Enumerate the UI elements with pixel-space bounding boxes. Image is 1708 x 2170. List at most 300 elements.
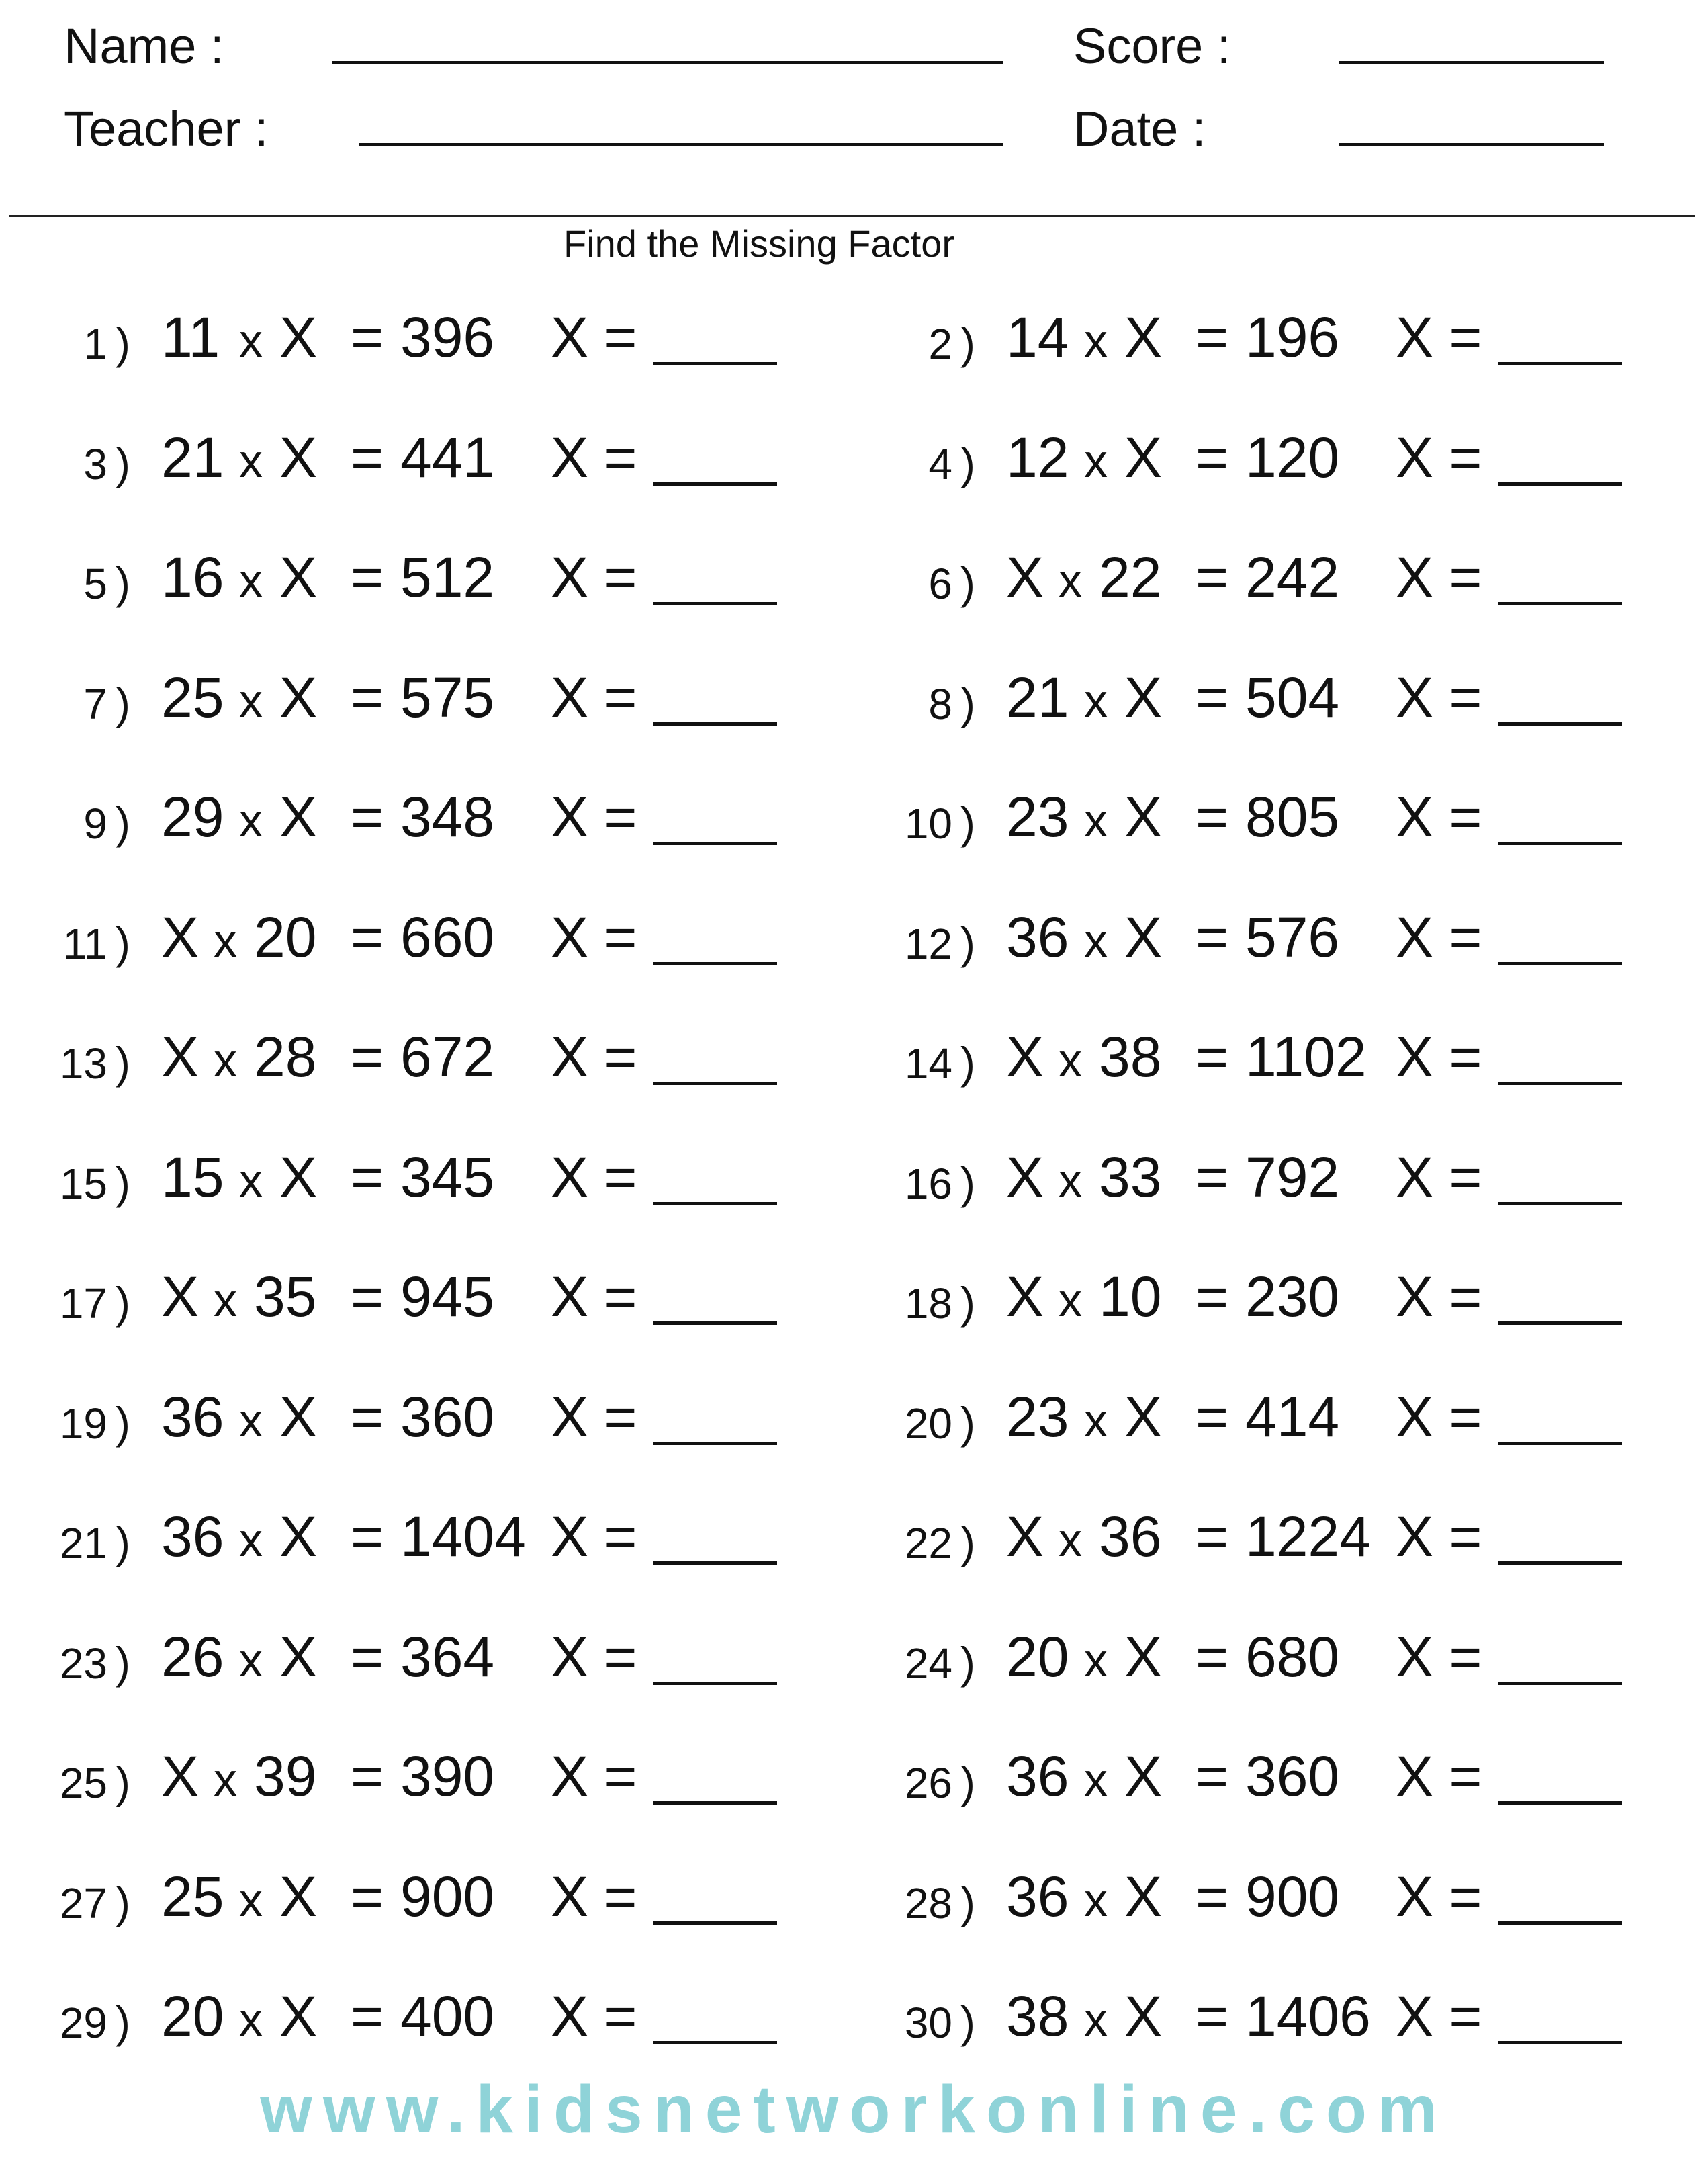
times-sign: x (239, 1393, 263, 1446)
problem-paren: ) (116, 798, 130, 848)
product-value: 196 (1245, 306, 1340, 369)
problem-paren: ) (116, 1518, 130, 1567)
answer-blank[interactable] (1498, 722, 1622, 726)
answer-label: X = (551, 905, 637, 969)
answer-label: X = (551, 1385, 637, 1448)
product-value: 414 (1245, 1385, 1340, 1448)
factor-right: X (1124, 1624, 1163, 1688)
product-value: 900 (400, 1864, 495, 1928)
answer-blank[interactable] (1498, 1561, 1622, 1565)
problem-number: 28 (904, 1878, 952, 1927)
times-sign: x (1084, 1753, 1108, 1806)
equals-sign: = (351, 1265, 384, 1328)
problem-15 (0, 1135, 840, 1216)
problem-number: 13 (59, 1039, 107, 1088)
answer-blank[interactable] (653, 842, 777, 845)
factor-right: X (1124, 905, 1163, 969)
equals-sign: = (1196, 306, 1229, 369)
problem-paren: ) (116, 918, 130, 968)
problem-paren: ) (116, 1997, 130, 2047)
product-value: 400 (400, 1985, 495, 2048)
times-sign: x (214, 1753, 237, 1806)
answer-label: X = (551, 1265, 637, 1328)
answer-label: X = (1396, 665, 1482, 729)
teacher-field[interactable] (359, 143, 1003, 146)
product-value: 576 (1245, 905, 1340, 969)
factor-right: X (1124, 425, 1163, 489)
answer-blank[interactable] (653, 962, 777, 965)
equals-sign: = (351, 1745, 384, 1808)
times-sign: x (214, 914, 237, 967)
problem-29 (0, 1974, 840, 2055)
answer-blank[interactable] (1498, 962, 1622, 965)
product-value: 900 (1245, 1864, 1340, 1928)
factor-left: 11 (161, 306, 220, 369)
answer-label: X = (1396, 306, 1482, 369)
product-value: 390 (400, 1745, 495, 1808)
factor-right: X (279, 1505, 318, 1568)
factor-right: X (279, 1985, 318, 2048)
problem-number: 8 (928, 679, 952, 728)
factor-left: 23 (1006, 785, 1069, 849)
problem-24 (845, 1615, 1684, 1696)
product-value: 1102 (1245, 1025, 1367, 1088)
problem-16 (845, 1135, 1684, 1216)
times-sign: x (1084, 1393, 1108, 1446)
equals-sign: = (351, 1025, 384, 1088)
equals-sign: = (351, 306, 384, 369)
factor-left: 15 (161, 1145, 224, 1209)
problem-13 (0, 1015, 840, 1096)
answer-blank[interactable] (1498, 1321, 1622, 1325)
equals-sign: = (1196, 1385, 1229, 1448)
factor-right: X (1124, 665, 1163, 729)
worksheet-title: Find the Missing Factor (564, 222, 954, 265)
problem-number: 21 (59, 1519, 107, 1567)
answer-label: X = (1396, 1624, 1482, 1688)
product-value: 242 (1245, 546, 1340, 609)
equals-sign: = (351, 1985, 384, 2048)
product-value: 360 (400, 1385, 495, 1448)
answer-blank[interactable] (1498, 842, 1622, 845)
answer-blank[interactable] (653, 362, 777, 365)
times-sign: x (1059, 554, 1082, 607)
product-value: 945 (400, 1265, 495, 1328)
problem-number: 29 (59, 1999, 107, 2047)
factor-right: X (1124, 306, 1163, 369)
answer-blank[interactable] (653, 1082, 777, 1085)
times-sign: x (1084, 674, 1108, 727)
problem-26 (845, 1735, 1684, 1815)
factor-left: X (161, 1265, 199, 1328)
factor-left: 14 (1006, 306, 1069, 369)
factor-right: X (279, 1624, 318, 1688)
times-sign: x (239, 1873, 263, 1926)
equals-sign: = (1196, 1265, 1229, 1328)
equals-sign: = (1196, 1025, 1229, 1088)
problem-paren: ) (960, 1637, 975, 1688)
problem-9 (0, 775, 840, 856)
product-value: 680 (1245, 1624, 1340, 1688)
answer-label: X = (551, 306, 637, 369)
equals-sign: = (351, 785, 384, 849)
problem-number: 30 (904, 1999, 952, 2047)
factor-right: X (1124, 1985, 1163, 2048)
factor-right: X (1124, 1864, 1163, 1928)
product-value: 441 (400, 425, 495, 489)
equals-sign: = (351, 665, 384, 729)
times-sign: x (239, 1633, 263, 1686)
name-field[interactable] (332, 61, 1003, 64)
factor-left: 21 (1006, 665, 1069, 729)
factor-left: 29 (161, 785, 224, 849)
times-sign: x (214, 1034, 237, 1086)
factor-right: 33 (1099, 1145, 1162, 1209)
header-divider (9, 215, 1695, 217)
problem-paren: ) (960, 1997, 975, 2047)
factor-left: 21 (161, 425, 224, 489)
problem-22 (845, 1495, 1684, 1575)
problem-number: 24 (904, 1639, 952, 1688)
equals-sign: = (351, 1505, 384, 1568)
factor-left: X (1006, 1505, 1044, 1568)
equals-sign: = (351, 1385, 384, 1448)
answer-blank[interactable] (653, 482, 777, 486)
problem-paren: ) (960, 1518, 975, 1567)
problem-5 (0, 535, 840, 616)
problem-number: 1 (83, 320, 107, 368)
times-sign: x (1084, 914, 1108, 967)
problem-12 (845, 896, 1684, 976)
problem-number: 6 (928, 560, 952, 608)
factor-left: X (161, 1025, 199, 1088)
answer-label: X = (1396, 1145, 1482, 1209)
problem-paren: ) (116, 678, 130, 728)
problem-28 (845, 1855, 1684, 1936)
answer-blank[interactable] (1498, 1682, 1622, 1685)
problem-10 (845, 775, 1684, 856)
problem-number: 5 (83, 560, 107, 608)
factor-left: 25 (161, 665, 224, 729)
answer-blank[interactable] (1498, 2041, 1622, 2044)
answer-blank[interactable] (653, 602, 777, 605)
product-value: 792 (1245, 1145, 1340, 1209)
factor-right: X (279, 785, 318, 849)
answer-label: X = (1396, 1505, 1482, 1568)
answer-blank[interactable] (653, 1801, 777, 1805)
factor-left: 38 (1006, 1985, 1069, 2048)
factor-right: X (279, 546, 318, 609)
problem-21 (0, 1495, 840, 1575)
answer-blank[interactable] (1498, 602, 1622, 605)
answer-label: X = (551, 1025, 637, 1088)
factor-right: 22 (1099, 546, 1162, 609)
factor-right: X (1124, 1385, 1163, 1448)
times-sign: x (1084, 434, 1108, 487)
teacher-label: Teacher : (64, 101, 269, 157)
answer-blank[interactable] (653, 1202, 777, 1205)
problem-paren: ) (116, 1757, 130, 1807)
problem-number: 27 (59, 1878, 107, 1927)
answer-label: X = (551, 425, 637, 489)
equals-sign: = (1196, 1145, 1229, 1209)
problem-8 (845, 656, 1684, 736)
problem-number: 12 (904, 919, 952, 968)
product-value: 345 (400, 1145, 495, 1209)
problem-paren: ) (960, 1278, 975, 1328)
factor-left: X (1006, 546, 1044, 609)
answer-blank[interactable] (653, 1921, 777, 1925)
equals-sign: = (351, 905, 384, 969)
score-label: Score : (1073, 18, 1231, 74)
times-sign: x (1059, 1154, 1082, 1207)
product-value: 672 (400, 1025, 495, 1088)
factor-left: X (1006, 1025, 1044, 1088)
problem-number: 11 (62, 919, 107, 968)
equals-sign: = (1196, 546, 1229, 609)
answer-blank[interactable] (1498, 1921, 1622, 1925)
factor-left: X (161, 1745, 199, 1808)
factor-right: X (279, 306, 318, 369)
answer-label: X = (1396, 1864, 1482, 1928)
problem-7 (0, 656, 840, 736)
problem-number: 20 (904, 1399, 952, 1448)
factor-right: 28 (254, 1025, 317, 1088)
problem-1 (0, 296, 840, 376)
problem-number: 3 (83, 439, 107, 488)
problem-paren: ) (116, 1038, 130, 1088)
problem-number: 15 (59, 1159, 107, 1208)
answer-label: X = (1396, 1745, 1482, 1808)
date-field[interactable] (1339, 143, 1604, 146)
equals-sign: = (1196, 1624, 1229, 1688)
date-label: Date : (1073, 101, 1206, 157)
times-sign: x (1084, 794, 1108, 847)
problem-4 (845, 416, 1684, 496)
product-value: 348 (400, 785, 495, 849)
answer-blank[interactable] (653, 1442, 777, 1445)
answer-label: X = (551, 1864, 637, 1928)
times-sign: x (1084, 1993, 1108, 2046)
times-sign: x (239, 434, 263, 487)
equals-sign: = (351, 425, 384, 489)
answer-label: X = (551, 1745, 637, 1808)
factor-left: 12 (1006, 425, 1069, 489)
times-sign: x (239, 1993, 263, 2046)
times-sign: x (1059, 1274, 1082, 1326)
problem-number: 2 (928, 320, 952, 368)
problem-number: 25 (59, 1759, 107, 1807)
factor-left: 20 (161, 1985, 224, 2048)
problem-paren: ) (116, 1158, 130, 1208)
answer-label: X = (1396, 1025, 1482, 1088)
factor-left: 23 (1006, 1385, 1069, 1448)
problem-grid (0, 296, 1708, 2110)
answer-blank[interactable] (1498, 1801, 1622, 1805)
problem-number: 4 (928, 439, 952, 488)
problem-number: 19 (59, 1399, 107, 1448)
answer-blank[interactable] (653, 722, 777, 726)
answer-blank[interactable] (1498, 1442, 1622, 1445)
problem-2 (845, 296, 1684, 376)
equals-sign: = (1196, 1505, 1229, 1568)
answer-blank[interactable] (1498, 1082, 1622, 1085)
problem-paren: ) (960, 438, 975, 488)
times-sign: x (1084, 314, 1108, 367)
answer-label: X = (1396, 785, 1482, 849)
problem-paren: ) (116, 1877, 130, 1927)
answer-label: X = (1396, 425, 1482, 489)
problem-paren: ) (116, 318, 130, 368)
problem-number: 22 (904, 1519, 952, 1567)
factor-right: 20 (254, 905, 317, 969)
factor-left: 20 (1006, 1624, 1069, 1688)
score-field[interactable] (1339, 61, 1604, 64)
answer-blank[interactable] (653, 2041, 777, 2044)
problem-paren: ) (960, 1757, 975, 1807)
product-value: 120 (1245, 425, 1340, 489)
factor-left: 36 (1006, 1864, 1069, 1928)
answer-blank[interactable] (653, 1561, 777, 1565)
answer-label: X = (551, 1624, 637, 1688)
answer-label: X = (1396, 546, 1482, 609)
factor-right: 38 (1099, 1025, 1162, 1088)
product-value: 360 (1245, 1745, 1340, 1808)
factor-right: X (1124, 1745, 1163, 1808)
equals-sign: = (1196, 905, 1229, 969)
times-sign: x (239, 674, 263, 727)
problem-paren: ) (960, 1038, 975, 1088)
factor-right: 39 (254, 1745, 317, 1808)
factor-right: X (279, 665, 318, 729)
equals-sign: = (351, 1145, 384, 1209)
product-value: 230 (1245, 1265, 1340, 1328)
answer-label: X = (1396, 905, 1482, 969)
product-value: 1224 (1245, 1505, 1371, 1568)
answer-blank[interactable] (1498, 482, 1622, 486)
problem-paren: ) (116, 1637, 130, 1688)
factor-right: X (279, 1145, 318, 1209)
times-sign: x (1059, 1514, 1082, 1566)
problem-18 (845, 1255, 1684, 1336)
factor-right: 35 (254, 1265, 317, 1328)
answer-label: X = (1396, 1385, 1482, 1448)
factor-right: X (279, 425, 318, 489)
problem-paren: ) (116, 1397, 130, 1448)
problem-11 (0, 896, 840, 976)
problem-number: 14 (904, 1039, 952, 1088)
answer-label: X = (551, 1985, 637, 2048)
times-sign: x (1059, 1034, 1082, 1086)
problem-number: 17 (59, 1279, 107, 1328)
factor-right: X (1124, 785, 1163, 849)
factor-right: 10 (1099, 1265, 1162, 1328)
times-sign: x (239, 554, 263, 607)
product-value: 396 (400, 306, 495, 369)
problem-27 (0, 1855, 840, 1936)
problem-6 (845, 535, 1684, 616)
answer-blank[interactable] (653, 1682, 777, 1685)
equals-sign: = (1196, 425, 1229, 489)
times-sign: x (214, 1274, 237, 1326)
factor-right: X (279, 1385, 318, 1448)
problem-number: 7 (83, 679, 107, 728)
problem-paren: ) (960, 318, 975, 368)
problem-paren: ) (960, 1397, 975, 1448)
answer-label: X = (551, 665, 637, 729)
problem-paren: ) (960, 558, 975, 608)
times-sign: x (239, 794, 263, 847)
equals-sign: = (351, 546, 384, 609)
product-value: 575 (400, 665, 495, 729)
problem-number: 16 (904, 1159, 952, 1208)
answer-blank[interactable] (653, 1321, 777, 1325)
problem-3 (0, 416, 840, 496)
product-value: 1406 (1245, 1985, 1371, 2048)
factor-right: 36 (1099, 1505, 1162, 1568)
problem-paren: ) (960, 798, 975, 848)
problem-30 (845, 1974, 1684, 2055)
name-label: Name : (64, 18, 224, 74)
answer-label: X = (551, 1505, 637, 1568)
problem-25 (0, 1735, 840, 1815)
factor-left: 26 (161, 1624, 224, 1688)
answer-label: X = (551, 1145, 637, 1209)
problem-number: 9 (83, 799, 107, 848)
factor-left: 16 (161, 546, 224, 609)
answer-label: X = (1396, 1985, 1482, 2048)
equals-sign: = (351, 1624, 384, 1688)
factor-left: X (161, 905, 199, 969)
answer-blank[interactable] (1498, 1202, 1622, 1205)
problem-number: 10 (904, 799, 952, 848)
problem-19 (0, 1375, 840, 1456)
problem-paren: ) (116, 1278, 130, 1328)
product-value: 504 (1245, 665, 1340, 729)
problem-number: 26 (904, 1759, 952, 1807)
factor-left: X (1006, 1265, 1044, 1328)
equals-sign: = (351, 1864, 384, 1928)
product-value: 805 (1245, 785, 1340, 849)
times-sign: x (1084, 1633, 1108, 1686)
problem-paren: ) (960, 1158, 975, 1208)
problem-number: 23 (59, 1639, 107, 1688)
problem-14 (845, 1015, 1684, 1096)
product-value: 512 (400, 546, 495, 609)
equals-sign: = (1196, 1864, 1229, 1928)
factor-left: 36 (161, 1505, 224, 1568)
product-value: 1404 (400, 1505, 526, 1568)
problem-paren: ) (960, 1877, 975, 1927)
times-sign: x (239, 314, 263, 367)
factor-right: X (279, 1864, 318, 1928)
factor-left: 36 (1006, 905, 1069, 969)
equals-sign: = (1196, 1985, 1229, 2048)
equals-sign: = (1196, 1745, 1229, 1808)
answer-label: X = (551, 785, 637, 849)
equals-sign: = (1196, 665, 1229, 729)
problem-paren: ) (960, 678, 975, 728)
problem-23 (0, 1615, 840, 1696)
times-sign: x (1084, 1873, 1108, 1926)
product-value: 364 (400, 1624, 495, 1688)
problem-paren: ) (116, 558, 130, 608)
answer-blank[interactable] (1498, 362, 1622, 365)
factor-left: 36 (161, 1385, 224, 1448)
product-value: 660 (400, 905, 495, 969)
factor-left: X (1006, 1145, 1044, 1209)
answer-label: X = (1396, 1265, 1482, 1328)
